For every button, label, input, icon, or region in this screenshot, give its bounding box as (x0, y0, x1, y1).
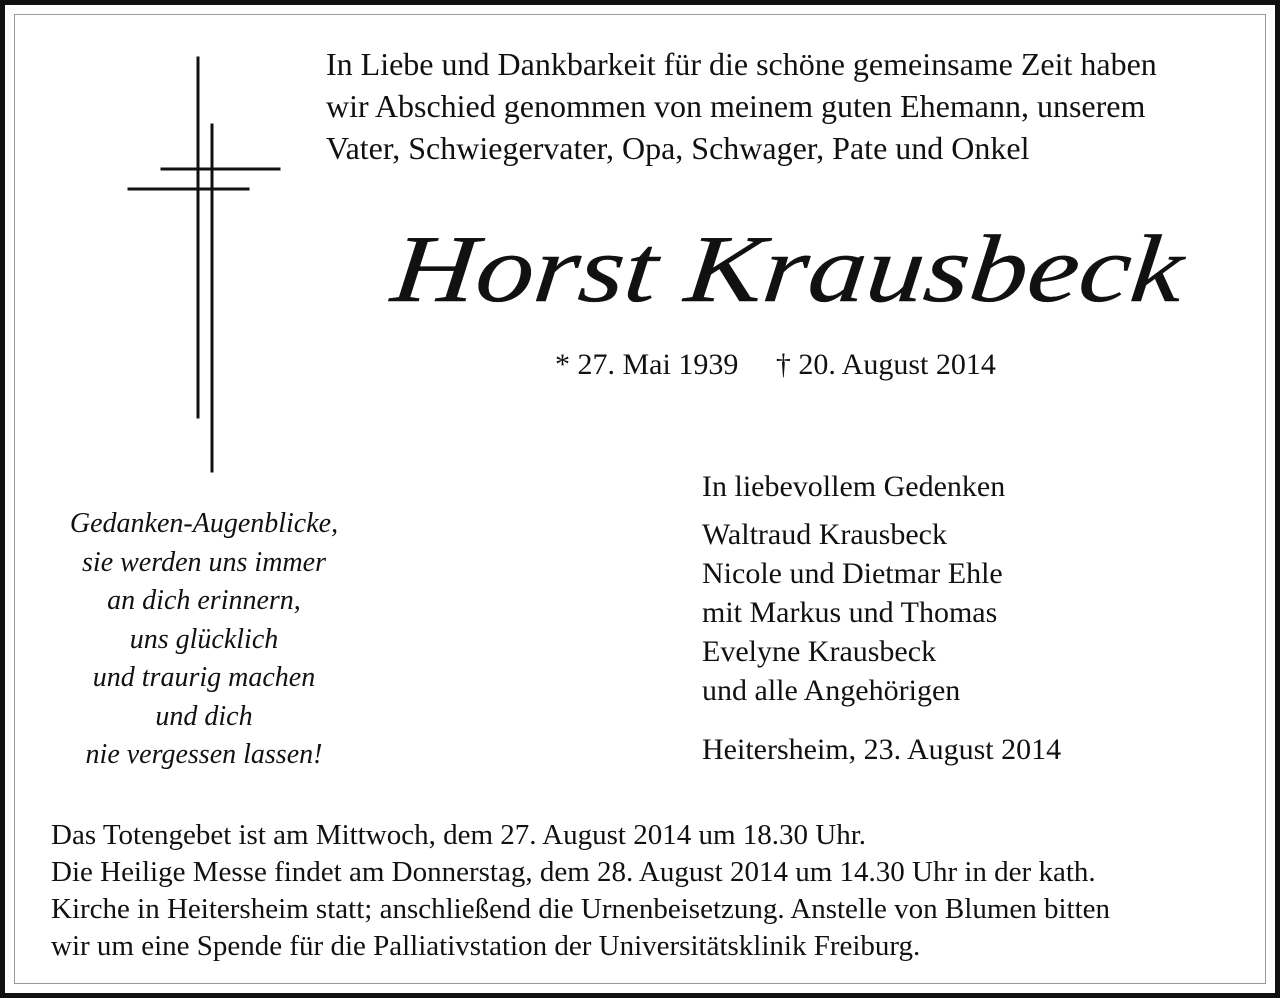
mourners-block (702, 467, 1005, 710)
poem-line: nie vergessen lassen! (85, 739, 323, 770)
mourner-name: Nicole und Dietmar Ehle (702, 557, 1003, 590)
service-line: Die Heilige Messe findet am Donnerstag, dem 28. August 2014 um 14.30 Uhr in der kath. (51, 856, 1096, 888)
birth-date: * 27. Mai 1939 (555, 348, 739, 381)
intro-line: In Liebe und Dankbarkeit für die schöne gemeinsame Zeit haben (326, 46, 1157, 82)
deceased-name (385, 201, 1205, 341)
double-line-cross-icon (125, 53, 285, 478)
deceased-name-text: Horst Krausbeck (387, 215, 1052, 322)
poem-line: uns glücklich (129, 623, 279, 655)
mourner-name: Evelyne Krausbeck (702, 635, 937, 668)
memorial-heading: In liebevollem Gedenken (702, 470, 1006, 503)
memorial-poem (35, 505, 373, 775)
mourner-name: mit Markus und Thomas (702, 596, 998, 629)
intro-line: Vater, Schwiegervater, Opa, Schwager, Pate und Onkel (326, 130, 1030, 166)
poem-line: Gedanken-Augenblicke, (69, 508, 339, 539)
mourner-name: Waltraud Krausbeck (702, 518, 947, 551)
poem-line: und dich (155, 700, 253, 732)
life-dates (555, 348, 996, 382)
intro-line: wir Abschied genommen von meinem guten Ehemann, unserem (326, 88, 1146, 124)
poem-line: und traurig machen (92, 662, 316, 693)
death-date: † 20. August 2014 (775, 348, 996, 381)
service-line: Das Totengebet ist am Mittwoch, dem 27. August 2014 um 18.30 Uhr. (51, 819, 867, 851)
service-information (51, 817, 1241, 965)
mourner-name: und alle Angehörigen (702, 674, 961, 707)
poem-line: sie werden uns immer (82, 546, 326, 578)
service-line: wir um eine Spende für die Palliativstation der Universitätsklinik Freiburg. (51, 930, 921, 962)
service-line: Kirche in Heitersheim statt; anschließend die Urnenbeisetzung. Anstelle von Blumen bitten (51, 893, 1111, 925)
place-and-date: Heitersheim, 23. August 2014 (702, 733, 1062, 766)
poem-line: an dich erinnern, (107, 585, 301, 616)
intro-text (326, 43, 1256, 169)
